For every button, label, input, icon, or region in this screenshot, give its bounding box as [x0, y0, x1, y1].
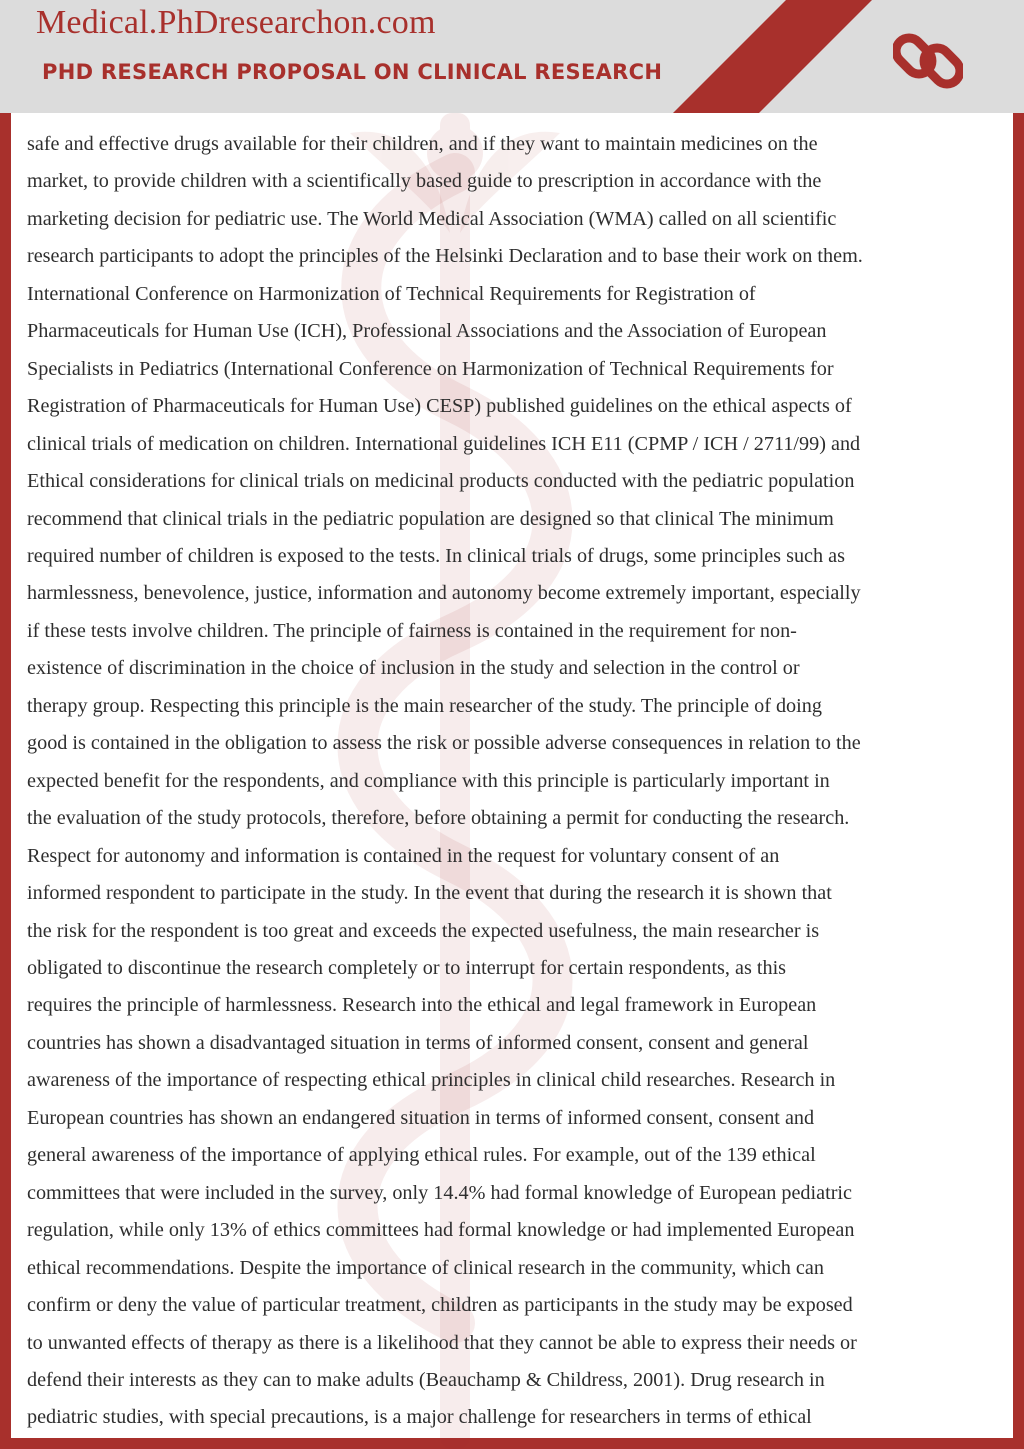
text-line: the evaluation of the study protocols, therefore, before obtaining a permit for conducting the research. — [27, 807, 850, 830]
text-line: Registration of Pharmaceuticals for Human Use) CESP) published guidelines on the ethical aspects of — [27, 395, 852, 418]
text-line: to unwanted effects of therapy as there is a likelihood that they cannot be able to express their needs or — [27, 1331, 857, 1354]
text-line: therapy group. Respecting this principle is the main researcher of the study. The principle of doing — [27, 694, 822, 717]
text-line: International Conference on Harmonization of Technical Requirements for Registration of — [27, 282, 756, 305]
text-line: regulation, while only 13% of ethics committees had formal knowledge or had implemented European — [27, 1219, 855, 1242]
text-line: general awareness of the importance of applying ethical rules. For example, out of the 139 ethical — [27, 1144, 816, 1167]
body-paragraph — [27, 126, 1002, 1437]
text-line: good is contained in the obligation to assess the risk or possible adverse consequences in relation to the — [27, 732, 861, 755]
page-header — [0, 0, 1024, 113]
text-line: clinical trials of medication on children. International guidelines ICH E11 (CPMP / ICH / 2711/99) and — [27, 432, 861, 455]
text-line: awareness of the importance of respecting ethical principles in clinical child researches. Research in — [27, 1069, 836, 1092]
text-line: marketing decision for pediatric use. The World Medical Association (WMA) called on all scientific — [27, 207, 837, 230]
frame-left-border — [0, 113, 11, 1449]
text-line: Ethical considerations for clinical trials on medicinal products conducted with the pediatric population — [27, 470, 855, 493]
text-line: Specialists in Pediatrics (International Conference on Harmonization of Technical Requirements for — [27, 357, 834, 380]
text-line: defend their interests as they can to make adults (Beauchamp & Childress, 2001). Drug research in — [27, 1368, 825, 1391]
text-line: informed respondent to participate in the study. In the event that during the research it is shown that — [27, 882, 832, 905]
text-line: market, to provide children with a scientifically based guide to prescription in accordance with the — [27, 170, 822, 193]
text-line: if these tests involve children. The principle of fairness is contained in the requirement for non- — [27, 619, 797, 642]
text-line: countries has shown a disadvantaged situation in terms of informed consent, consent and general — [27, 1031, 809, 1054]
text-line: existence of discrimination in the choice of inclusion in the study and selection in the control or — [27, 657, 800, 680]
text-line: confirm or deny the value of particular treatment, children as participants in the study may be exposed — [27, 1294, 853, 1317]
text-line: European countries has shown an endangered situation in terms of informed consent, consent and — [27, 1106, 815, 1129]
text-line: harmlessness, benevolence, justice, information and autonomy become extremely important, especially — [27, 582, 861, 605]
document-title: PHD RESEARCH PROPOSAL ON CLINICAL RESEARCH — [42, 60, 663, 84]
text-line: research participants to adopt the principles of the Helsinki Declaration and to base their work on them. — [27, 245, 863, 268]
text-line: required number of children is exposed to the tests. In clinical trials of drugs, some principles such as — [27, 544, 845, 567]
text-line: requires the principle of harmlessness. Research into the ethical and legal framework in European — [27, 994, 817, 1017]
text-line: Respect for autonomy and information is contained in the request for voluntary consent of an — [27, 844, 780, 867]
document-body — [27, 126, 1002, 1438]
text-line: pediatric studies, with special precautions, is a major challenge for researchers in terms of ethical — [27, 1406, 812, 1429]
text-line: Pharmaceuticals for Human Use (ICH), Professional Associations and the Association of European — [27, 320, 827, 343]
text-line: committees that were included in the survey, only 14.4% had formal knowledge of European pediatric — [27, 1181, 852, 1204]
text-line: expected benefit for the respondents, and compliance with this principle is particularly important in — [27, 769, 830, 792]
text-line: ethical recommendations. Despite the importance of clinical research in the community, which can — [27, 1256, 824, 1279]
frame-bottom-border — [0, 1438, 1024, 1449]
link-icon — [893, 26, 963, 96]
text-line: safe and effective drugs available for their children, and if they want to maintain medicines on the — [27, 133, 818, 155]
site-name: Medical.PhDresearchon.com — [36, 4, 436, 41]
text-line: the risk for the respondent is too great and exceeds the expected usefulness, the main researcher is — [27, 919, 820, 942]
frame-right-border — [1013, 113, 1024, 1449]
text-line: recommend that clinical trials in the pediatric population are designed so that clinical The minimum — [27, 507, 834, 530]
text-line: obligated to discontinue the research completely or to interrupt for certain respondents, as this — [27, 956, 787, 979]
